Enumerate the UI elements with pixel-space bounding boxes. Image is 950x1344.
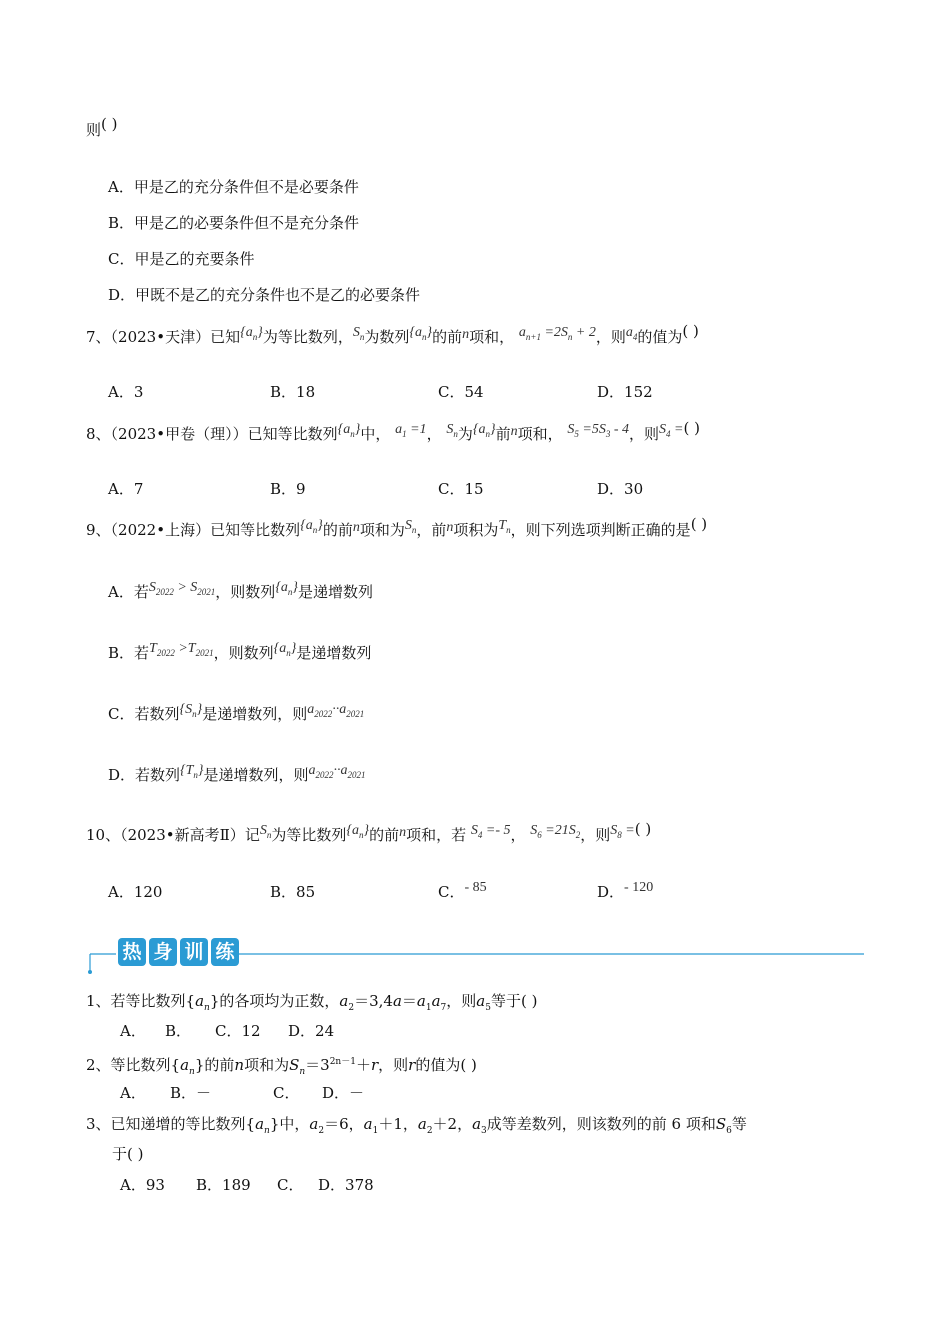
q9-option-c: C．若数列$\{S_n\}$是递增数列，则$a_{2022}\cdot\cdot a_{2021}$ bbox=[108, 702, 365, 723]
q9-option-a: A．若$S_{2022} > S_{2021}$，则数列$\{a_n\}$是递增数列 bbox=[108, 580, 374, 601]
banner-char-1: 热 bbox=[118, 938, 146, 966]
q9-option-d: D．若数列$\{T_n\}$是递增数列，则$a_{2022}\cdot\cdot a_{2021}$ bbox=[108, 763, 366, 784]
q8-stem: 8、（2023•甲卷（理））已知等比数列$\{a_n\}$中， $a_1 =1$， $S_n$为$\{a_n\}$前n项和， $S_5 =5S_3 - 4$，则$S_4$ =( ) bbox=[86, 419, 700, 443]
q8-option-c: C．15 bbox=[438, 480, 484, 498]
q7-stem: 7、（2023•天津）已知$\{a_n\}$为等比数列，$S_n$为数列$\{a_n\}$的前n项和， $a_{n+1} =2S_n + 2$，则$a_4$的值为( ) bbox=[86, 322, 699, 346]
q10-stem: 10、（2023•新高考Ⅱ）记$S_n$为等比数列$\{a_n\}$的前n项和，若 $S_4 =- 5$， $S_6 =21S_2$，则$S_8$ =( ) bbox=[86, 820, 652, 844]
q10-option-d: D．- 120 bbox=[597, 880, 654, 901]
warmup-q1-stem: 1、若等比数列$\{a_n\}$的各项均为正数，$a_2=3,4a=a_1a_7$，则$a_5$等于( ) bbox=[86, 992, 538, 1013]
warmup-q3-option-b: B．189 bbox=[196, 1176, 251, 1194]
q10-option-c: C．- 85 bbox=[438, 880, 487, 901]
warmup-q3-stem-line2: 于( ) bbox=[112, 1145, 144, 1163]
banner-char-4: 练 bbox=[211, 938, 239, 966]
q10-option-b: B．85 bbox=[270, 883, 316, 901]
warmup-q2-option-d: D．－ bbox=[322, 1084, 365, 1102]
warmup-q2-option-b: B．－ bbox=[170, 1084, 212, 1102]
warmup-q1-option-d: D．24 bbox=[288, 1022, 335, 1040]
warmup-q1-option-a: A． bbox=[120, 1022, 146, 1040]
warmup-q3-stem: 3、已知递增的等比数列$\{a_n\}$中，$a_2=6$，$a_1+1$，$a_2+2$，$a_3$成等差数列，则该数列的前 6 项和$S_6$等 bbox=[86, 1115, 747, 1136]
q6-option-c: C．甲是乙的充要条件 bbox=[108, 250, 255, 268]
warmup-q3-option-d: D．378 bbox=[318, 1176, 374, 1194]
q6-tail: 则( ) bbox=[86, 115, 118, 139]
warmup-q3-option-a: A．93 bbox=[120, 1176, 165, 1194]
q6-option-b: B．甲是乙的必要条件但不是充分条件 bbox=[108, 214, 360, 232]
warmup-q1-option-b: B． bbox=[165, 1022, 192, 1040]
q8-option-b: B．9 bbox=[270, 480, 306, 498]
warmup-q3-option-c: C． bbox=[277, 1176, 304, 1194]
q6-option-d: D．甲既不是乙的充分条件也不是乙的必要条件 bbox=[108, 286, 421, 304]
section-banner-warmup bbox=[86, 934, 866, 974]
q7-option-c: C．54 bbox=[438, 383, 484, 401]
q9-option-b: B．若$T_{2022} >T_{2021}$，则数列$\{a_n\}$是递增数列 bbox=[108, 641, 372, 662]
banner-char-3: 训 bbox=[180, 938, 208, 966]
q9-stem: 9、（2022•上海）已知等比数列$\{a_n\}$的前n项和为$S_n$，前n项积为$T_n$，则下列选项判断正确的是( ) bbox=[86, 515, 708, 539]
warmup-q2-stem: 2、等比数列$\{a_n\}$的前n项和为$S_n=3^{2n-1}+r$，则r的值为( ) bbox=[86, 1056, 477, 1077]
warmup-q2-option-a: A． bbox=[120, 1084, 146, 1102]
q8-option-d: D．30 bbox=[597, 480, 644, 498]
banner-char-2: 身 bbox=[149, 938, 177, 966]
q10-option-a: A．120 bbox=[108, 883, 163, 901]
warmup-q2-option-c: C． bbox=[273, 1084, 300, 1102]
q7-option-d: D．152 bbox=[597, 383, 653, 401]
q7-option-a: A．3 bbox=[108, 383, 144, 401]
q8-option-a: A．7 bbox=[108, 480, 144, 498]
q7-option-b: B．18 bbox=[270, 383, 316, 401]
warmup-q1-option-c: C．12 bbox=[215, 1022, 261, 1040]
q6-option-a: A．甲是乙的充分条件但不是必要条件 bbox=[108, 178, 359, 196]
